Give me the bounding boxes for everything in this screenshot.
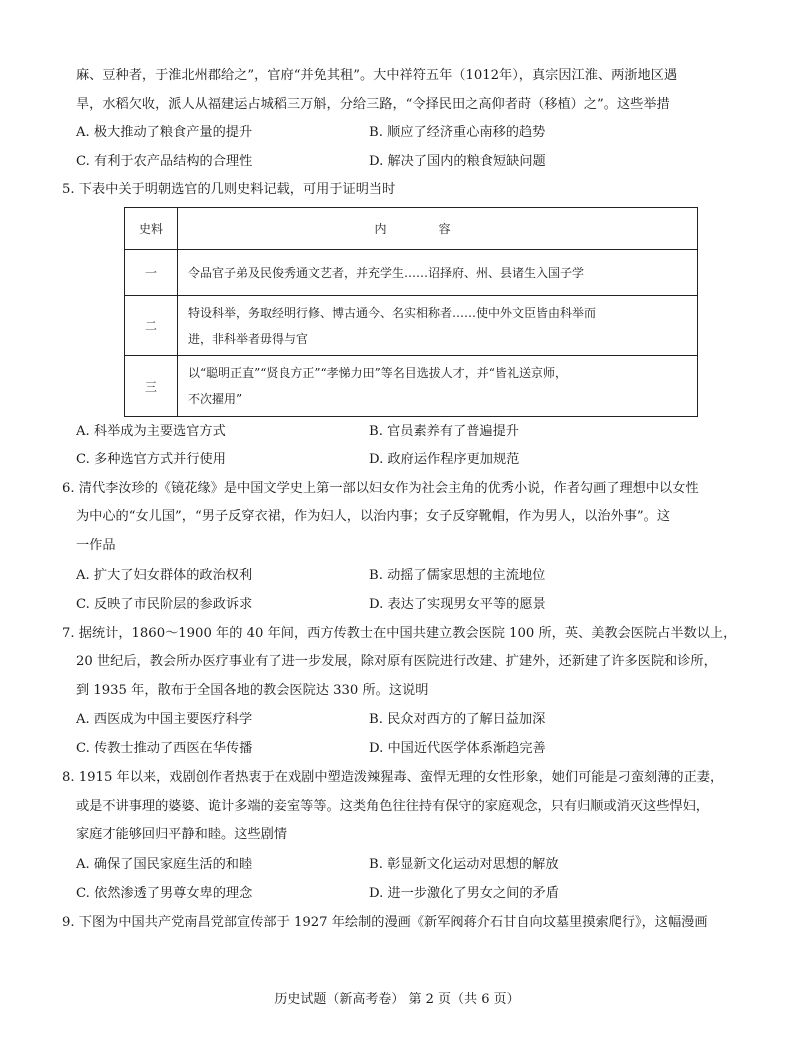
q7-stem-line-2: 20 世纪后，教会所办医疗事业有了进一步发展，除对原有医院进行改建、扩建外，还新建了许多医院和诊所， (76, 654, 717, 669)
q7-option-c[interactable]: C. 传教士推动了西医在华传播 (76, 741, 253, 756)
q7-option-a[interactable]: A. 西医成为中国主要医疗科学 (76, 712, 253, 727)
q7-stem-line-3: 到 1935 年，散布于全国各地的教会医院达 330 所。这说明 (76, 683, 429, 698)
q6-stem-line-1: 6. 清代李汝珍的《镜花缘》是中国文学史上第一部以妇女作为社会主角的优秀小说，作者勾画了理想中以女性 (62, 481, 699, 496)
q5-option-c[interactable]: C. 多种选官方式并行使用 (76, 452, 226, 467)
table-header-content: 内容 (178, 208, 698, 250)
q7-option-b[interactable]: B. 民众对西方的了解日益加深 (369, 712, 546, 727)
q8-option-d[interactable]: D. 进一步激化了男女之间的矛盾 (369, 886, 559, 901)
q5-source-table (124, 207, 698, 417)
q4-option-c[interactable]: C. 有利于农产品结构的合理性 (76, 154, 253, 169)
row-content-line: 不次擢用” (188, 392, 243, 406)
table-row (125, 250, 698, 296)
row-content (178, 356, 698, 417)
q8-stem-line-1: 8. 1915 年以来，戏剧创作者热衷于在戏剧中塑造泼辣猩毒、蛮悍无理的女性形象，她们可能是刁蛮刻薄的正妻， (62, 770, 724, 785)
table-row (125, 296, 698, 356)
table-header-row (125, 208, 698, 250)
q8-option-c[interactable]: C. 依然渗透了男尊女卑的理念 (76, 886, 253, 901)
row-content (178, 250, 698, 296)
q5-option-d[interactable]: D. 政府运作程序更加规范 (369, 452, 520, 467)
row-content-line: 令品官子弟及民俊秀通文艺者，并充学生……诏择府、州、县诸生入国子学 (188, 265, 585, 280)
q9-stem-line-1: 9. 下图为中国共产党南昌党部宣传部于 1927 年绘制的漫画《新军阀蒋介石甘自向坟墓里摸索爬行》，这幅漫画 (62, 915, 708, 930)
row-content-line: 以“聪明正直”“贤良方正”“孝悌力田”等名目选拔人才，并“皆礼送京师， (188, 366, 567, 380)
q4-stem-line-2: 旱，水稻欠收，派人从福建运占城稻三万斛，分给三路，“令择民田之高仰者莳（移植）之”。这些举措 (76, 97, 670, 112)
q4-stem-line-1: 麻、豆种者，于淮北州郡给之”，官府“并免其租”。大中祥符五年（1012年），真宗因江淮、两浙地区遇 (76, 68, 678, 83)
q7-stem-line-1: 7. 据统计，1860～1900 年的 40 年间，西方传教士在中国共建立教会医院 100 所，英、美教会医院占半数以上， (62, 626, 737, 641)
q4-option-b[interactable]: B. 顺应了经济重心南移的趋势 (369, 125, 546, 140)
q6-option-b[interactable]: B. 动摇了儒家思想的主流地位 (369, 568, 546, 583)
q8-option-b[interactable]: B. 彰显新文化运动对思想的解放 (369, 857, 559, 872)
q8-stem-line-3: 家庭才能够回归平静和睦。这些剧情 (76, 827, 287, 842)
q6-stem-line-3: 一作品 (76, 538, 116, 553)
q5-option-a[interactable]: A. 科举成为主要选官方式 (76, 424, 226, 439)
q4-option-a[interactable]: A. 极大推动了粮食产量的提升 (76, 125, 253, 140)
q8-stem-line-2: 或是不讲事理的婆婆、诡计多端的妾室等等。这类角色往往持有保守的家庭观念，只有归顺或消灭这些悍妇， (76, 799, 709, 814)
table-row (125, 356, 698, 417)
page-footer: 历史试题（新高考卷） 第 2 页（共 6 页） (274, 992, 520, 1007)
q5-stem: 5. 下表中关于明朝选官的几则史料记载，可用于证明当时 (62, 182, 396, 197)
q7-option-d[interactable]: D. 中国近代医学体系渐趋完善 (369, 741, 546, 756)
row-id: 二 (125, 296, 178, 356)
q6-stem-line-2: 为中心的“女儿国”，“男子反穿衣裙，作为妇人，以治内事；女子反穿靴帽，作为男人，以治外事”。这 (76, 509, 671, 524)
q8-option-a[interactable]: A. 确保了国民家庭生活的和睦 (76, 857, 253, 872)
row-id: 一 (125, 250, 178, 296)
row-id: 三 (125, 356, 178, 417)
table-header-source: 史料 (125, 208, 178, 250)
row-content (178, 296, 698, 356)
row-content-line: 特设科举，务取经明行修、博古通今、名实相称者……使中外文臣皆由科举而 (188, 305, 597, 320)
q6-option-c[interactable]: C. 反映了市民阶层的参政诉求 (76, 597, 253, 612)
q6-option-a[interactable]: A. 扩大了妇女群体的政治权利 (76, 568, 253, 583)
q5-option-b[interactable]: B. 官员素养有了普遍提升 (369, 424, 519, 439)
row-content-line: 进，非科举者毋得与官 (188, 331, 309, 346)
q6-option-d[interactable]: D. 表达了实现男女平等的愿景 (369, 597, 546, 612)
q4-option-d[interactable]: D. 解决了国内的粮食短缺问题 (369, 154, 546, 169)
